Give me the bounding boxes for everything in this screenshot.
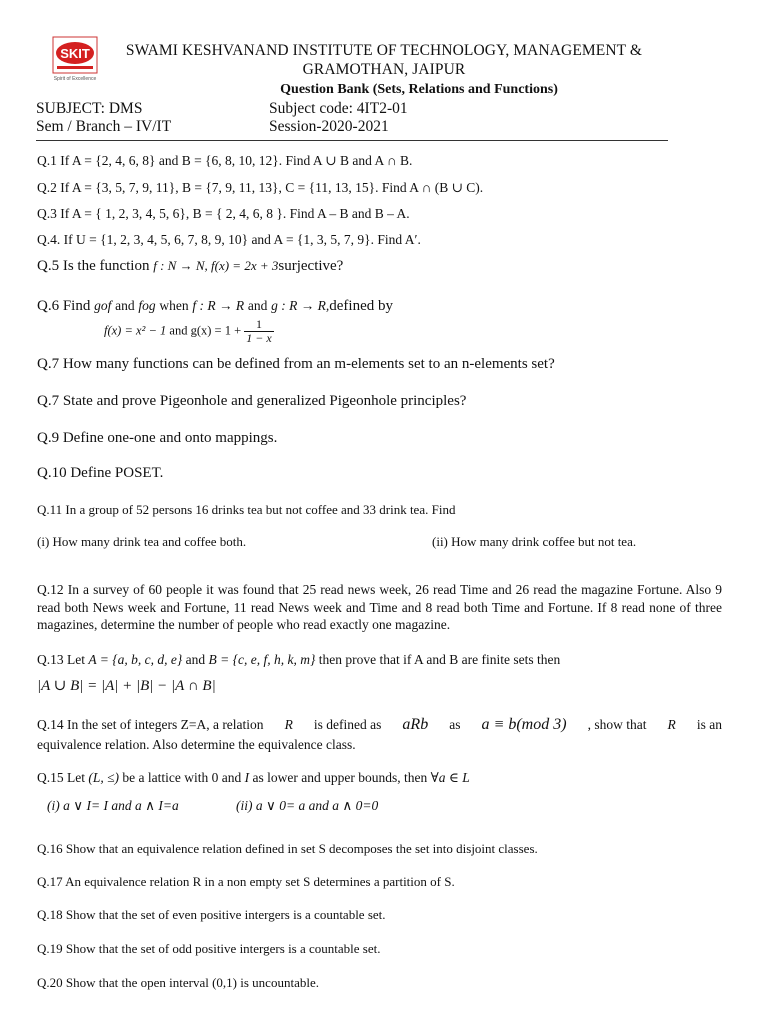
question-11: Q.11 In a group of 52 persons 16 drinks tea but not coffee and 33 drink tea. Find	[37, 502, 456, 517]
q13-prefix: Q.13 Let	[37, 652, 85, 667]
q6-prefix: Q.6 Find	[37, 298, 91, 314]
q14-text-c: , show that	[587, 717, 647, 732]
question-11-part-i: (i) How many drink tea and coffee both.	[37, 534, 247, 549]
q6-and-g: and g(x) = 1 +	[169, 323, 242, 338]
question-9: Q.9 Define one-one and onto mappings.	[37, 430, 278, 446]
svg-text:Spirit of Excellence: Spirit of Excellence	[53, 76, 97, 82]
q14-r: R	[284, 717, 293, 732]
q5-prefix: Q.5 Is the function	[37, 258, 150, 274]
q14-r2: R	[667, 717, 676, 732]
q6-fraction	[244, 318, 273, 345]
question-12: Q.12 In a survey of 60 people it was found that 25 read news week, 26 read Time and 26 read the magazine Fortune. Also 9 read both News week and Fortune, 11 read News week and Time and 8 read both Time and Fortune. If 8 read none of three magazines, determine the number of people who read exactly one magazine.	[37, 582, 722, 632]
q14-mod: a ≡ b(mod 3)	[481, 716, 567, 733]
q13-and: and	[185, 652, 206, 667]
q14-arb: aRb	[402, 716, 429, 733]
question-14-line2: equivalence relation. Also determine the equivalence class.	[37, 737, 356, 752]
question-1: Q.1 If A = {2, 4, 6, 8} and B = {6, 8, 10, 12}. Find A ∪ B and A ∩ B.	[37, 153, 413, 168]
question-19: Q.19 Show that the set of odd positive intergers is a countable set.	[37, 941, 381, 956]
q13-set-a: A = {a, b, c, d, e}	[88, 652, 183, 667]
q15-mid: be a lattice with 0 and	[122, 770, 242, 785]
question-6	[37, 298, 393, 315]
q6-frac-num: 1	[255, 317, 262, 331]
q14-text-b: is defined as	[313, 717, 382, 732]
q15-prefix: Q.15 Let	[37, 770, 85, 785]
question-4: Q.4. If U = {1, 2, 3, 4, 5, 6, 7, 8, 9, 10} and A = {1, 3, 5, 7, 9}. Find A′.	[37, 232, 421, 247]
session: Session-2020-2021	[269, 118, 389, 135]
q14-as: as	[449, 717, 461, 732]
q5-math: f : N → N, f(x) = 2x + 3	[153, 258, 279, 273]
question-2: Q.2 If A = {3, 5, 7, 9, 11}, B = {7, 9, 11, 13}, C = {11, 13, 15}. Find A ∩ (B ∪ C).	[37, 180, 484, 195]
q6-frac-den: 1 − x	[246, 331, 272, 345]
q6-f: f : R → R	[192, 298, 245, 313]
subject-code: Subject code: 4IT2-01	[269, 100, 408, 117]
q6-g: g : R → R,	[271, 298, 330, 313]
question-bank-title: Question Bank (Sets, Relations and Functions)	[280, 82, 558, 97]
svg-text:SKIT: SKIT	[60, 46, 90, 61]
question-10: Q.10 Define POSET.	[37, 465, 164, 481]
q15-lattice: (L, ≤)	[88, 770, 120, 785]
question-11-part-ii: (ii) How many drink coffee but not tea.	[432, 534, 637, 549]
question-15-part-ii: (ii) a ∨ 0= a and a ∧ 0=0	[236, 798, 379, 813]
question-7b: Q.7 State and prove Pigeonhole and generalized Pigeonhole principles?	[37, 393, 467, 409]
subject-label: SUBJECT: DMS	[36, 100, 143, 117]
q13-set-b: B = {c, e, f, h, k, m}	[208, 652, 316, 667]
institute-name-line2: GRAMOTHAN, JAIPUR	[302, 61, 466, 78]
q6-and2: and	[247, 298, 268, 313]
q15-suffix: as lower and upper bounds, then	[252, 770, 428, 785]
question-18: Q.18 Show that the set of even positive intergers is a countable set.	[37, 907, 386, 922]
q14-text-d: is an	[696, 717, 722, 732]
question-5	[37, 258, 343, 275]
q15-i: I	[244, 770, 250, 785]
sem-branch: Sem / Branch – IV/IT	[36, 118, 172, 135]
q6-gof: gof	[94, 298, 112, 313]
institute-name-line1: SWAMI KESHVANAND INSTITUTE OF TECHNOLOGY, MANAGEMENT &	[125, 42, 643, 59]
q6-definition	[104, 318, 274, 345]
q6-and1: and	[115, 298, 135, 313]
question-3: Q.3 If A = { 1, 2, 3, 4, 5, 6}, B = { 2, 4, 6, 8 }. Find A – B and B – A.	[37, 206, 410, 221]
q6-fog: fog	[138, 298, 156, 313]
q6-suffix: defined by	[329, 298, 393, 314]
q6-when: when	[159, 298, 189, 313]
question-13	[37, 652, 560, 668]
q5-suffix: surjective?	[278, 258, 344, 274]
question-15	[37, 770, 470, 786]
question-16: Q.16 Show that an equivalence relation defined in set S decomposes the set into disjoint classes.	[37, 841, 538, 856]
q13-suffix: then prove that if A and B are finite sets then	[318, 652, 561, 667]
question-17: Q.17 An equivalence relation R in a non empty set S determines a partition of S.	[37, 874, 455, 889]
question-20: Q.20 Show that the open interval (0,1) is uncountable.	[37, 975, 319, 990]
question-14-line1	[37, 716, 722, 734]
q15-forall: ∀a ∈ L	[430, 770, 470, 785]
question-7a: Q.7 How many functions can be defined from an m-elements set to an n-elements set?	[37, 356, 555, 372]
q13-formula: |A ∪ B| = |A| + |B| − |A ∩ B|	[37, 678, 216, 694]
q6-fx: f(x) = x² − 1	[104, 323, 167, 338]
q14-text-a: Q.14 In the set of integers Z=A, a relation	[37, 717, 264, 732]
header-divider	[36, 140, 668, 141]
question-15-part-i: (i) a ∨ I= I and a ∧ I=a	[47, 798, 179, 813]
